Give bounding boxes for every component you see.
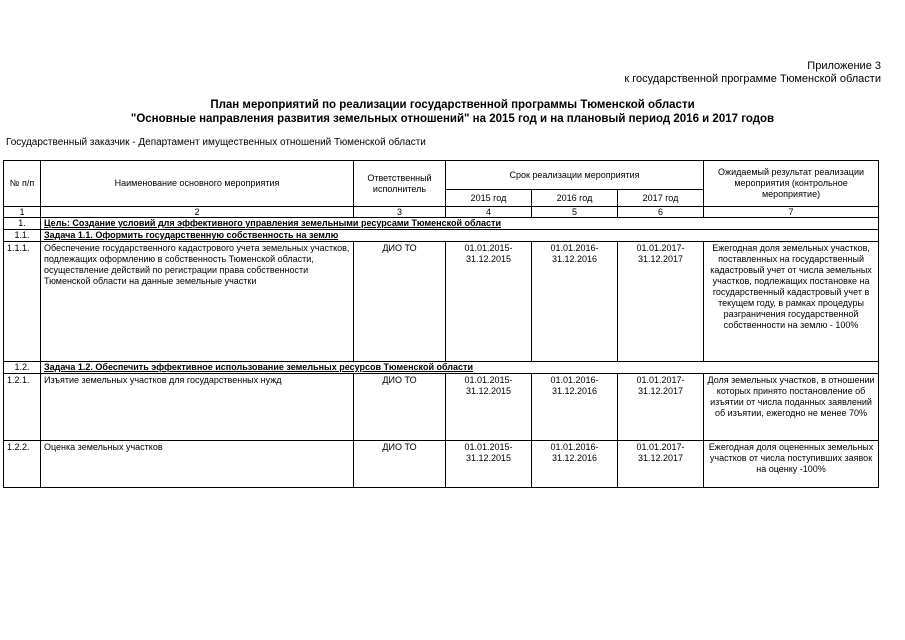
appendix-line-1: Приложение 3 xyxy=(807,60,881,72)
row-121-2017: 01.01.2017-31.12.2017 xyxy=(618,374,704,441)
row-111-2015: 01.01.2015-31.12.2015 xyxy=(446,242,532,362)
row-111-name: Обеспечение государственного кадастрового учета земельных участков, подлежащих оформлению в собственность Тюменской области, осуществление действий по регистрации права собственности Тюменской области на данные земельные участки xyxy=(41,242,354,362)
row-111-2017: 01.01.2017-31.12.2017 xyxy=(618,242,704,362)
row-122-2016: 01.01.2016-31.12.2016 xyxy=(532,441,618,488)
row-121-executor: ДИО ТО xyxy=(354,374,446,441)
row-111-result: Ежегодная доля земельных участков, поставленных на государственный кадастровый учет от числа земельных участков, подлежащих постановке на государственный кадастровый учет в текущем году, в рамках процедуры разграничения государственной собственности на землю - 100% xyxy=(704,242,879,362)
plan-table xyxy=(3,160,879,488)
task1-num: 1.1. xyxy=(4,230,41,242)
col-number-3: 3 xyxy=(354,207,446,218)
task1-label: Задача 1.1. Оформить государственную собственность на землю xyxy=(44,230,339,240)
task1-text xyxy=(41,230,879,242)
appendix-line-2: к государственной программе Тюменской области xyxy=(624,73,881,85)
header-2015: 2015 год xyxy=(446,190,532,207)
title-line-1: План мероприятий по реализации государственной программы Тюменской области xyxy=(210,99,695,111)
row-111-executor: ДИО ТО xyxy=(354,242,446,362)
header-2017: 2017 год xyxy=(618,190,704,207)
row-122-result: Ежегодная доля оцененных земельных участков от числа поступивших заявок на оценку -100% xyxy=(704,441,879,488)
row-111-num: 1.1.1. xyxy=(4,242,41,362)
goal-text xyxy=(41,218,879,230)
title-line-2: "Основные направления развития земельных отношений" на 2015 год и на плановый период 2016 и 2017 годов xyxy=(130,113,775,125)
row-121-result: Доля земельных участков, в отношении которых принято постановление об изъятии от числа поданных заявлений об изъятии, ежегодно не менее 70% xyxy=(704,374,879,441)
task2-num: 1.2. xyxy=(4,362,41,374)
row-111-2016: 01.01.2016-31.12.2016 xyxy=(532,242,618,362)
header-result: Ожидаемый результат реализации мероприятия (контрольное мероприятие) xyxy=(704,161,879,207)
col-number-6: 6 xyxy=(618,207,704,218)
col-number-2: 2 xyxy=(41,207,354,218)
col-number-5: 5 xyxy=(532,207,618,218)
col-number-1: 1 xyxy=(4,207,41,218)
goal-label: Цель: Создание условий для эффективного управления земельными ресурсами Тюменской области xyxy=(44,218,501,228)
task2-label: Задача 1.2. Обеспечить эффективное использование земельных ресурсов Тюменской области xyxy=(44,362,473,372)
header-2016: 2016 год xyxy=(532,190,618,207)
row-122-executor: ДИО ТО xyxy=(354,441,446,488)
state-customer: Государственный заказчик - Департамент имущественных отношений Тюменской области xyxy=(6,137,426,148)
row-121-2015: 01.01.2015-31.12.2015 xyxy=(446,374,532,441)
header-executor: Ответственный исполнитель xyxy=(354,161,446,207)
document-title xyxy=(0,98,905,126)
goal-num: 1. xyxy=(4,218,41,230)
row-122-num: 1.2.2. xyxy=(4,441,41,488)
row-121-2016: 01.01.2016-31.12.2016 xyxy=(532,374,618,441)
header-period: Срок реализации мероприятия xyxy=(446,161,704,190)
row-122-2017: 01.01.2017-31.12.2017 xyxy=(618,441,704,488)
appendix-note xyxy=(624,60,881,86)
col-number-7: 7 xyxy=(704,207,879,218)
row-122-name: Оценка земельных участков xyxy=(41,441,354,488)
row-121-num: 1.2.1. xyxy=(4,374,41,441)
table-row xyxy=(4,441,879,488)
task2-text xyxy=(41,362,879,374)
header-name: Наименование основного мероприятия xyxy=(41,161,354,207)
table-row xyxy=(4,374,879,441)
header-num: № п/п xyxy=(4,161,41,207)
table-row xyxy=(4,242,879,362)
col-number-4: 4 xyxy=(446,207,532,218)
row-122-2015: 01.01.2015-31.12.2015 xyxy=(446,441,532,488)
row-121-name: Изъятие земельных участков для государственных нужд xyxy=(41,374,354,441)
